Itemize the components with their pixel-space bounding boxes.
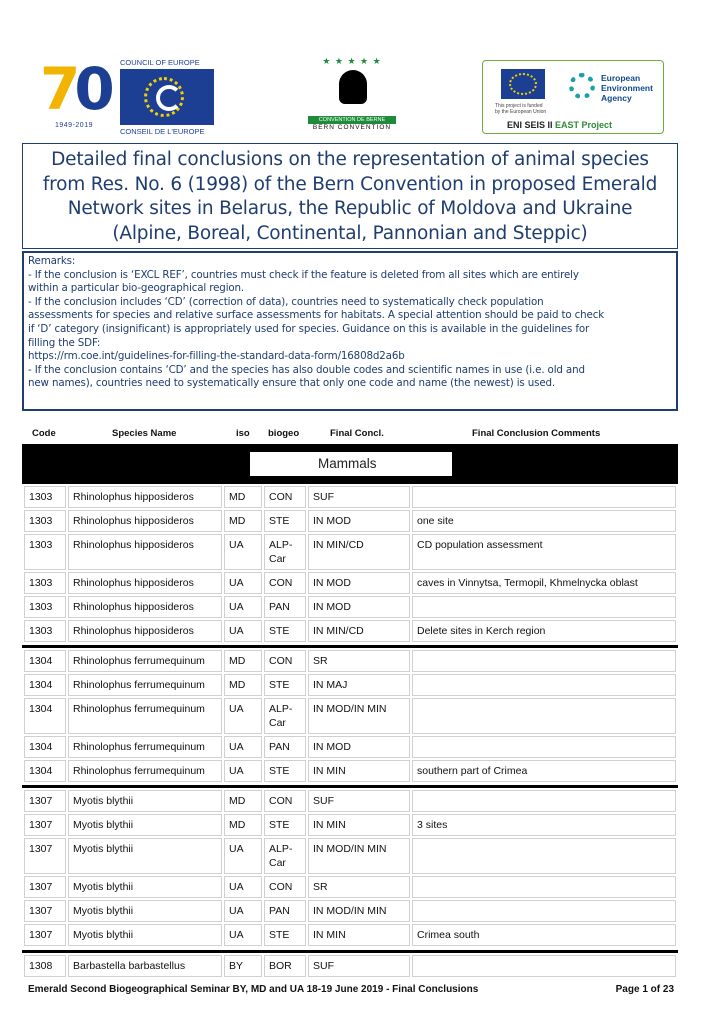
table-row	[22, 620, 678, 642]
cell-comments	[412, 876, 676, 898]
cell-biogeo: CON	[264, 790, 306, 812]
cell-biogeo: STE	[264, 814, 306, 836]
cell-code: 1303	[24, 534, 66, 570]
cell-species-name: Myotis blythii	[68, 814, 222, 836]
bern-band: CONVENTION DE BERNE	[308, 116, 396, 124]
cell-final-concl: IN MOD	[308, 596, 410, 618]
header-biogeo: biogeo	[268, 428, 300, 439]
cell-iso: UA	[224, 620, 262, 642]
cell-iso: UA	[224, 698, 262, 734]
cell-comments	[412, 900, 676, 922]
cell-final-concl: IN MIN/CD	[308, 534, 410, 570]
cell-comments	[412, 838, 676, 874]
cell-final-concl: IN MOD	[308, 736, 410, 758]
cell-final-concl: IN MOD	[308, 510, 410, 532]
cell-iso: UA	[224, 838, 262, 874]
cell-species-name: Barbastella barbastellus	[68, 955, 222, 977]
cell-biogeo: CON	[264, 650, 306, 672]
page-number: Page 1 of 23	[615, 984, 674, 995]
cell-iso: BY	[224, 955, 262, 977]
cell-comments	[412, 955, 676, 977]
cell-comments: Delete sites in Kerch region	[412, 620, 676, 642]
cell-biogeo: STE	[264, 760, 306, 782]
species-group-divider	[22, 645, 678, 648]
cell-biogeo: PAN	[264, 596, 306, 618]
cell-code: 1307	[24, 814, 66, 836]
eea-project-logo	[482, 60, 664, 134]
council-of-europe-logo	[120, 58, 218, 136]
section-label: Mammals	[250, 452, 452, 476]
cell-biogeo: STE	[264, 620, 306, 642]
table-row	[22, 838, 678, 874]
cell-species-name: Rhinolophus hipposideros	[68, 534, 222, 570]
cell-iso: UA	[224, 900, 262, 922]
cell-final-concl: IN MIN	[308, 814, 410, 836]
remarks-line: - If the conclusion is ‘EXCL REF’, countries must check if the feature is deleted from all sites which are entirely	[28, 268, 579, 281]
table-row	[22, 736, 678, 758]
cell-comments: southern part of Crimea	[412, 760, 676, 782]
cell-final-concl: IN MOD/IN MIN	[308, 698, 410, 734]
cell-final-concl: IN MIN	[308, 924, 410, 946]
project-name: ENI SEIS II EAST Project	[507, 120, 613, 130]
cell-iso: MD	[224, 486, 262, 508]
table-row	[22, 876, 678, 898]
cell-iso: UA	[224, 876, 262, 898]
header-final-comments: Final Conclusion Comments	[472, 428, 601, 439]
table-row	[22, 924, 678, 946]
remarks-line: new names), countries need to systematically ensure that only one code and name (the newest) is used.	[28, 377, 556, 390]
cell-biogeo: CON	[264, 486, 306, 508]
cell-species-name: Rhinolophus ferrumequinum	[68, 736, 222, 758]
cell-comments: Crimea south	[412, 924, 676, 946]
document-title	[22, 143, 678, 249]
cell-iso: MD	[224, 790, 262, 812]
cell-comments	[412, 596, 676, 618]
eu-funding-note: This project is funded by the European Union	[495, 103, 547, 115]
cell-species-name: Myotis blythii	[68, 876, 222, 898]
cell-comments	[412, 736, 676, 758]
table-row	[22, 486, 678, 508]
cell-species-name: Rhinolophus hipposideros	[68, 572, 222, 594]
table-row	[22, 572, 678, 594]
cell-species-name: Myotis blythii	[68, 900, 222, 922]
cell-biogeo: STE	[264, 510, 306, 532]
cell-final-concl: SUF	[308, 486, 410, 508]
cell-comments	[412, 674, 676, 696]
cell-code: 1308	[24, 955, 66, 977]
cell-species-name: Rhinolophus ferrumequinum	[68, 698, 222, 734]
cell-iso: UA	[224, 924, 262, 946]
cell-final-concl: IN MIN/CD	[308, 620, 410, 642]
cell-comments	[412, 790, 676, 812]
cell-final-concl: SR	[308, 876, 410, 898]
table-row	[22, 534, 678, 570]
cell-final-concl: IN MAJ	[308, 674, 410, 696]
cell-final-concl: SR	[308, 650, 410, 672]
cell-code: 1303	[24, 596, 66, 618]
cell-iso: UA	[224, 596, 262, 618]
cell-species-name: Rhinolophus hipposideros	[68, 596, 222, 618]
cell-iso: UA	[224, 572, 262, 594]
cell-final-concl: IN MOD/IN MIN	[308, 900, 410, 922]
cell-iso: MD	[224, 674, 262, 696]
remarks-box	[22, 251, 678, 411]
title-line: from Res. No. 6 (1998) of the Bern Convention in proposed Emerald	[42, 173, 658, 195]
species-group-divider	[22, 785, 678, 788]
table-row	[22, 790, 678, 812]
cell-biogeo: CON	[264, 876, 306, 898]
cell-code: 1303	[24, 572, 66, 594]
table-row	[22, 814, 678, 836]
coe-name-en: COUNCIL OF EUROPE	[120, 58, 200, 67]
bern-seal-icon: ★ ★ ★ ★ ★	[319, 56, 385, 114]
cell-biogeo: ALP-Car	[264, 698, 306, 734]
cell-iso: MD	[224, 814, 262, 836]
cell-biogeo: PAN	[264, 736, 306, 758]
remarks-link[interactable]: https://rm.coe.int/guidelines-for-filling-the-standard-data-form/16808d2a6b	[28, 350, 405, 363]
table-row	[22, 955, 678, 977]
cell-comments	[412, 698, 676, 734]
cell-species-name: Rhinolophus ferrumequinum	[68, 650, 222, 672]
coe-name-fr: CONSEIL DE L'EUROPE	[120, 127, 205, 136]
cell-iso: MD	[224, 510, 262, 532]
cell-species-name: Rhinolophus hipposideros	[68, 620, 222, 642]
eea-name: European Environment Agency	[601, 73, 653, 103]
cell-species-name: Myotis blythii	[68, 924, 222, 946]
header-code: Code	[32, 428, 56, 439]
cell-biogeo: BOR	[264, 955, 306, 977]
bern-text: BERN CONVENTION	[312, 124, 392, 131]
cell-code: 1307	[24, 876, 66, 898]
cell-comments: caves in Vinnytsa, Termopil, Khmelnycka oblast	[412, 572, 676, 594]
cell-comments	[412, 486, 676, 508]
cell-code: 1303	[24, 510, 66, 532]
cell-iso: UA	[224, 736, 262, 758]
cell-code: 1303	[24, 620, 66, 642]
cell-final-concl: SUF	[308, 955, 410, 977]
cell-species-name: Myotis blythii	[68, 838, 222, 874]
cell-biogeo: ALP-Car	[264, 534, 306, 570]
table-header	[22, 428, 678, 442]
table-row	[22, 650, 678, 672]
eea-mark-icon	[569, 73, 595, 99]
remarks-line: within a particular bio-geographical region.	[28, 282, 245, 295]
cell-code: 1304	[24, 650, 66, 672]
cell-species-name: Rhinolophus ferrumequinum	[68, 760, 222, 782]
cell-species-name: Rhinolophus ferrumequinum	[68, 674, 222, 696]
logo-bar	[0, 56, 724, 136]
footer-text: Emerald Second Biogeographical Seminar BY, MD and UA 18-19 June 2019 - Final Conclusions	[28, 984, 479, 995]
cell-species-name: Myotis blythii	[68, 790, 222, 812]
header-iso: iso	[236, 428, 250, 439]
table-row	[22, 698, 678, 734]
cell-biogeo: PAN	[264, 900, 306, 922]
cell-code: 1304	[24, 698, 66, 734]
title-line: (Alpine, Boreal, Continental, Pannonian and Steppic)	[112, 222, 588, 244]
title-line: Detailed final conclusions on the representation of animal species	[51, 149, 649, 170]
cell-code: 1303	[24, 486, 66, 508]
coe-flag-icon	[120, 69, 214, 125]
eu-flag-icon	[501, 69, 545, 99]
remarks-line: - If the conclusion includes ‘CD’ (correction of data), countries need to systematically check population	[28, 295, 544, 308]
species-group-divider	[22, 950, 678, 953]
cell-final-concl: SUF	[308, 790, 410, 812]
cell-iso: UA	[224, 534, 262, 570]
cell-species-name: Rhinolophus hipposideros	[68, 486, 222, 508]
table-row	[22, 760, 678, 782]
section-header-mammals	[22, 444, 678, 484]
remarks-line: assessments for species and relative surface assessments for habitats. A special attention should be paid to check	[28, 309, 605, 322]
cell-biogeo: ALP-Car	[264, 838, 306, 874]
cell-code: 1307	[24, 790, 66, 812]
remarks-line: filling the SDF:	[28, 336, 101, 349]
cell-code: 1307	[24, 924, 66, 946]
table-row	[22, 510, 678, 532]
cell-final-concl: IN MOD	[308, 572, 410, 594]
cell-code: 1304	[24, 674, 66, 696]
cell-biogeo: STE	[264, 924, 306, 946]
remarks-line: - If the conclusion contains ‘CD’ and the species has also double codes and scientific names in use (i.e. old and	[28, 363, 585, 376]
council-70-years-logo: 70 1949-2019	[40, 55, 109, 129]
cell-code: 1307	[24, 900, 66, 922]
cell-code: 1304	[24, 736, 66, 758]
header-final-concl: Final Concl.	[330, 428, 384, 439]
cell-comments	[412, 650, 676, 672]
cell-comments: 3 sites	[412, 814, 676, 836]
cell-comments: one site	[412, 510, 676, 532]
cell-comments: CD population assessment	[412, 534, 676, 570]
header-species-name: Species Name	[112, 428, 177, 439]
cell-code: 1304	[24, 760, 66, 782]
cell-biogeo: CON	[264, 572, 306, 594]
cell-code: 1307	[24, 838, 66, 874]
cell-iso: UA	[224, 760, 262, 782]
cell-final-concl: IN MOD/IN MIN	[308, 838, 410, 874]
cell-biogeo: STE	[264, 674, 306, 696]
title-line: Network sites in Belarus, the Republic of Moldova and Ukraine	[67, 198, 633, 219]
remarks-line: Remarks:	[28, 255, 76, 267]
table-row	[22, 900, 678, 922]
remarks-line: if ‘D’ category (insignificant) is appropriately used for species. Guidance on this is available in the guidelines for	[28, 322, 590, 335]
cell-species-name: Rhinolophus hipposideros	[68, 510, 222, 532]
bern-convention-logo	[302, 56, 402, 131]
cell-final-concl: IN MIN	[308, 760, 410, 782]
table-row	[22, 674, 678, 696]
logo-years: 1949-2019	[55, 122, 93, 129]
table-row	[22, 596, 678, 618]
cell-iso: MD	[224, 650, 262, 672]
